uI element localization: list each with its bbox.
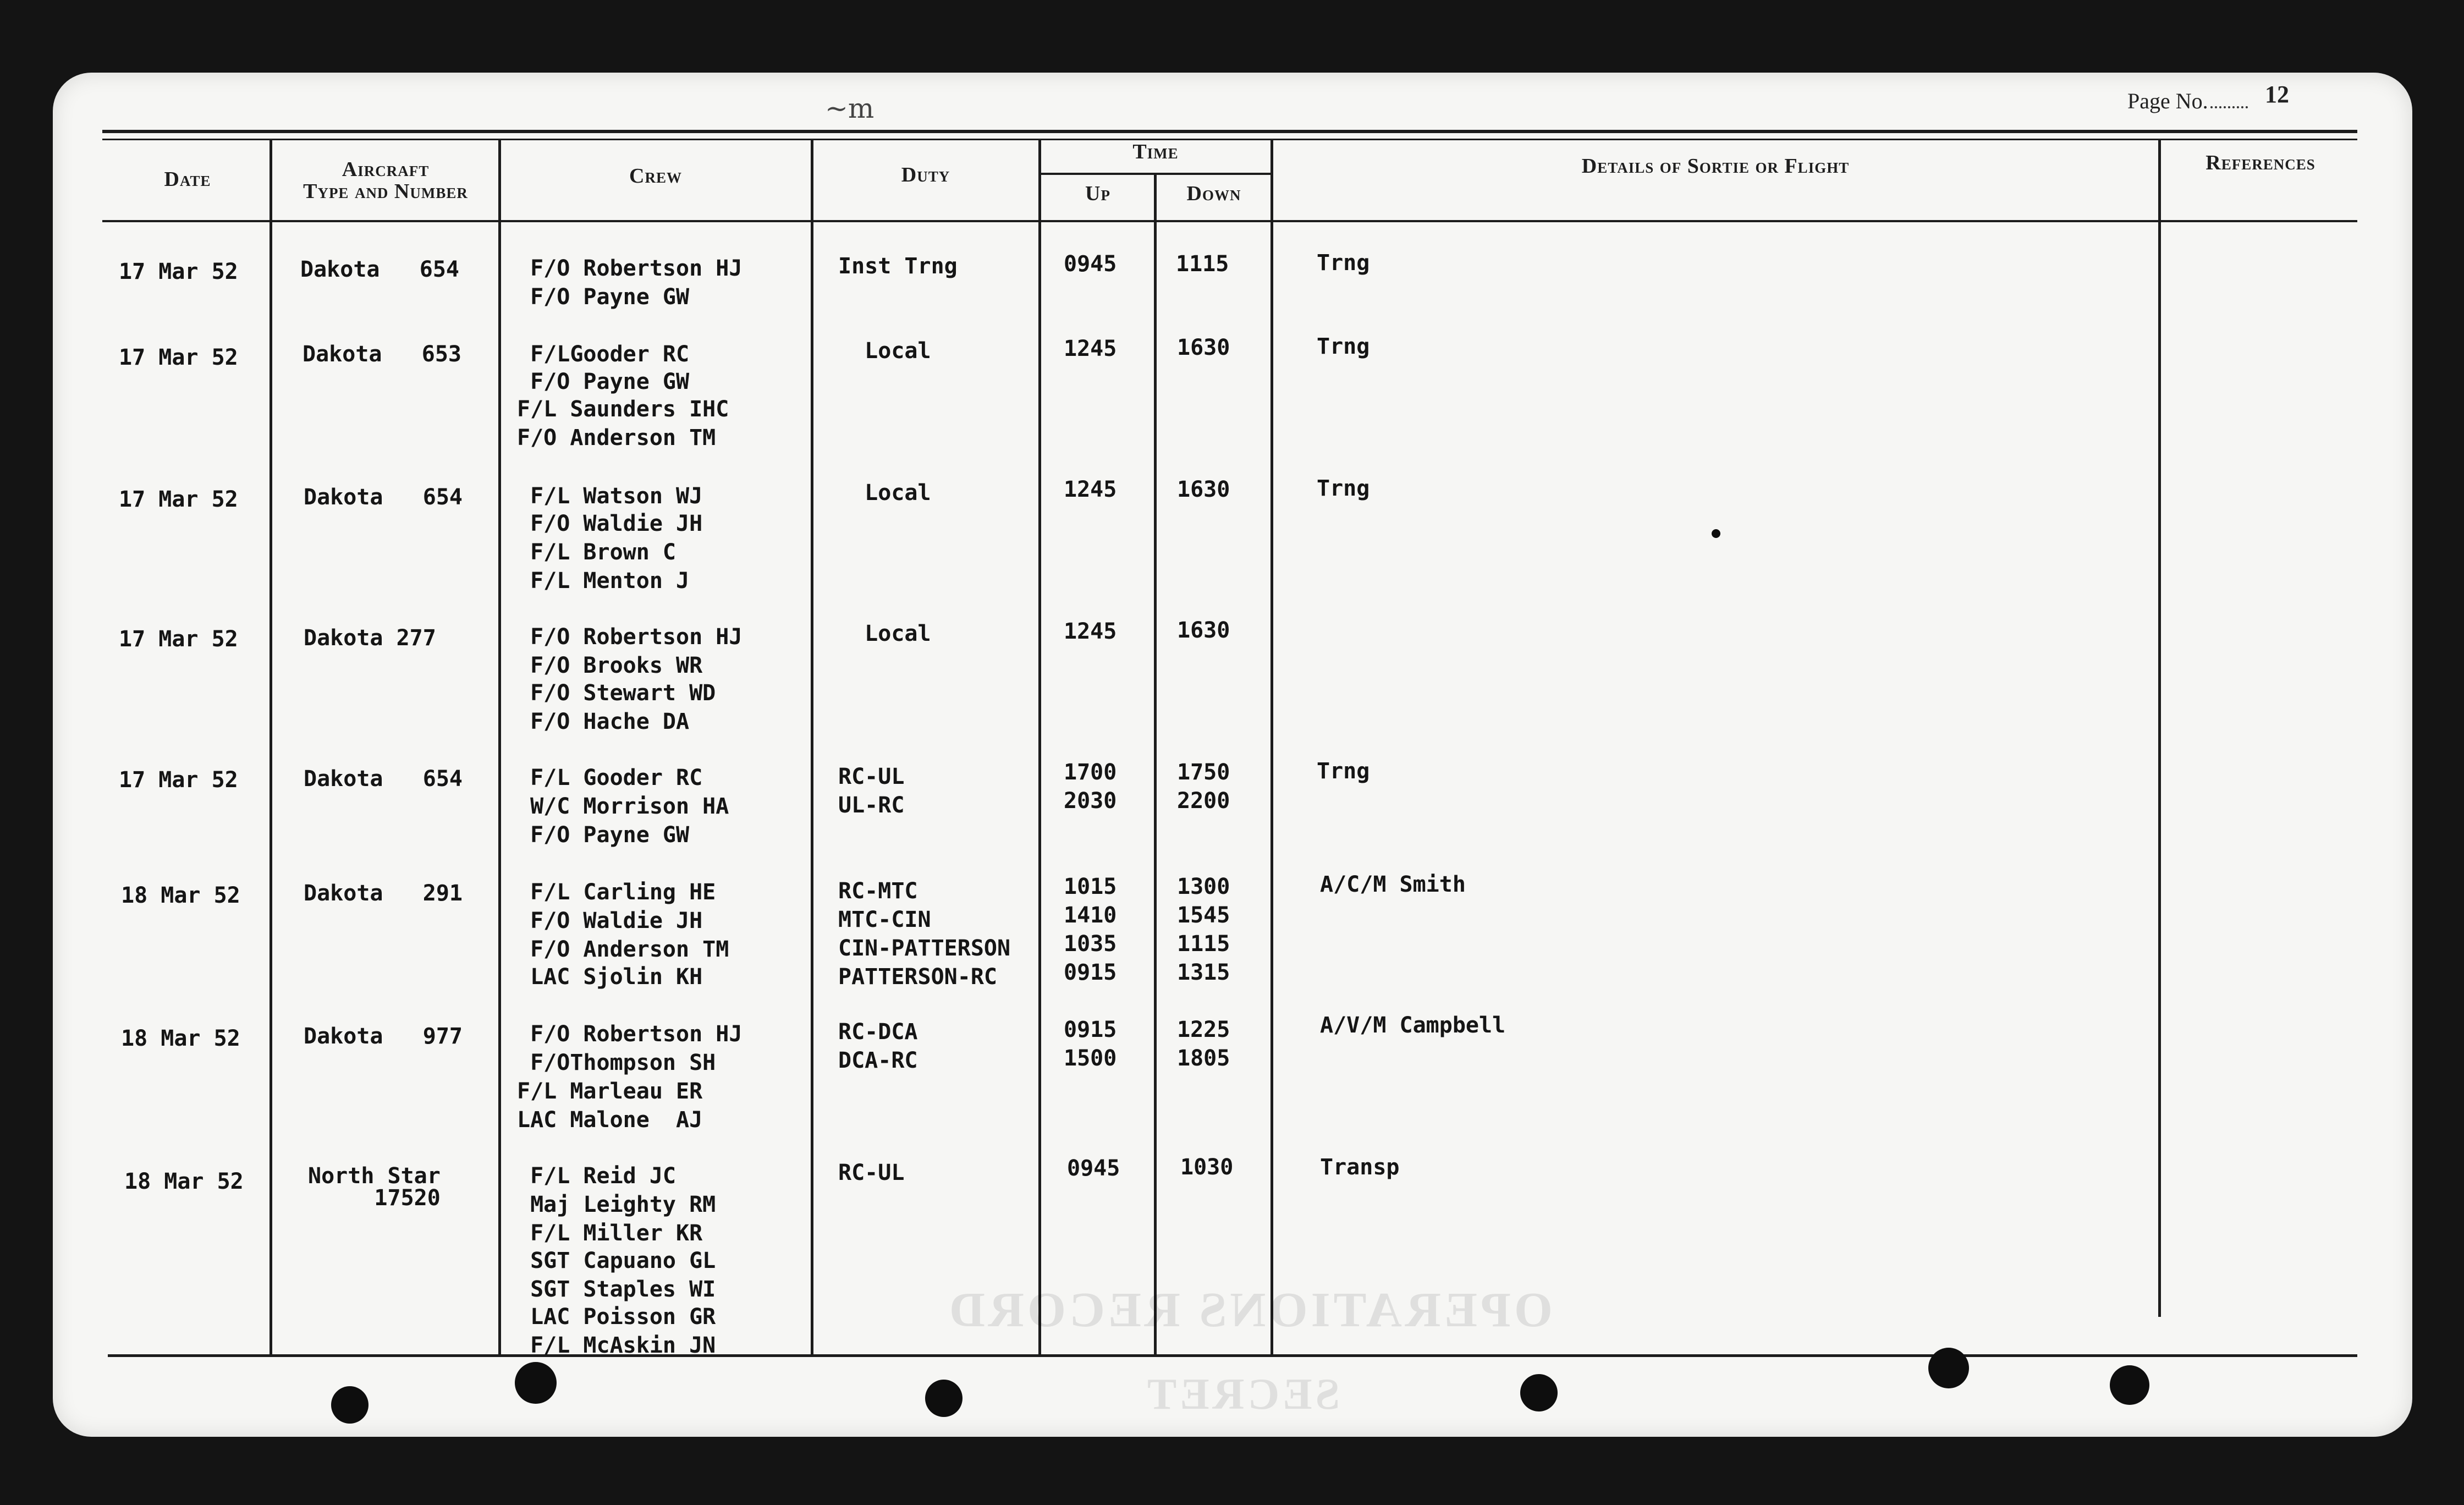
entry-aircraft: Dakota 654 xyxy=(300,257,459,282)
entry-details: A/C/M Smith xyxy=(1320,872,1466,897)
header-date: Date xyxy=(164,168,211,191)
entry-duty: RC-MTC MTC-CIN CIN-PATTERSON PATTERSON-RC xyxy=(838,878,1011,990)
entry-date: 17 Mar 52 xyxy=(119,627,238,652)
col-divider-duty xyxy=(1038,140,1041,1355)
header-duty: Duty xyxy=(901,163,950,186)
top-rule xyxy=(102,130,2357,133)
entry-time-up: 1015 1410 1035 0915 xyxy=(1064,874,1117,985)
entry-details: Trng xyxy=(1317,759,1370,784)
ink-dot xyxy=(1712,529,1720,538)
punch-hole xyxy=(925,1380,963,1417)
entry-duty: Local xyxy=(838,480,931,506)
entry-time-up: 0915 1500 xyxy=(1064,1017,1117,1071)
entry-crew-line: F/O Hache DA xyxy=(517,709,690,734)
header-down: Down xyxy=(1186,182,1241,205)
entry-aircraft: Dakota 277 xyxy=(304,625,436,651)
watermark-line1: OPERATIONS RECORD xyxy=(946,1283,1553,1337)
entry-crew-line: F/LGooder RC xyxy=(517,342,690,367)
entry-time-up: 1245 xyxy=(1064,477,1117,502)
entry-duty: Local xyxy=(838,338,931,364)
entry-date: 18 Mar 52 xyxy=(121,1026,240,1051)
header-aircraft-line1: Aircraft xyxy=(342,158,430,181)
entry-crew-line: F/L McAskin JN xyxy=(517,1333,716,1358)
entry-time-up: 0945 xyxy=(1067,1156,1120,1181)
entry-time-down: 1300 1545 1115 1315 xyxy=(1177,874,1230,985)
entry-crew-line: F/O Stewart WD xyxy=(517,680,716,706)
entry-duty: RC-UL xyxy=(838,1160,905,1185)
entry-crew-line: F/L Miller KR xyxy=(517,1221,703,1246)
entry-aircraft: North Star 17520 xyxy=(308,1163,441,1211)
header-details: Details of Sortie or Flight xyxy=(1581,155,1850,178)
entry-time-up: 0945 xyxy=(1064,251,1117,277)
entry-details: Trng xyxy=(1317,250,1370,276)
entry-aircraft: Dakota 291 xyxy=(304,881,463,906)
col-divider-down xyxy=(1270,140,1273,1355)
page-number-value: 12 xyxy=(2265,81,2289,108)
header-crew: Crew xyxy=(629,164,682,188)
col-divider-aircraft xyxy=(498,140,501,1355)
entry-crew-line: LAC Poisson GR xyxy=(517,1304,716,1330)
entry-time-down: 1030 xyxy=(1180,1155,1234,1180)
col-divider-date xyxy=(270,140,272,1355)
header-aircraft-line2: Type and Number xyxy=(303,180,468,203)
entry-time-down: 1225 1805 xyxy=(1177,1017,1230,1071)
entry-crew-line: F/L Carling HE xyxy=(517,880,716,905)
entry-time-down: 1630 xyxy=(1177,477,1230,502)
header-bottom-rule xyxy=(102,220,2357,222)
entry-time-down: 1630 xyxy=(1177,618,1230,643)
entry-aircraft: Dakota 977 xyxy=(304,1024,463,1049)
entry-time-up: 1245 xyxy=(1064,619,1117,644)
entry-crew-line: F/O Payne GW xyxy=(517,284,690,310)
entry-date: 17 Mar 52 xyxy=(119,487,238,512)
entry-crew-line: F/O Payne GW xyxy=(517,369,690,394)
entry-crew-line: W/C Morrison HA xyxy=(517,794,729,819)
entry-details: Trng xyxy=(1317,334,1370,359)
top-rule-thin xyxy=(102,139,2357,140)
entry-time-up: 1245 xyxy=(1064,336,1117,361)
header-time: Time xyxy=(1132,140,1179,163)
entry-crew-line: F/O Waldie JH xyxy=(517,908,703,933)
page-number-label: Page No. xyxy=(2127,89,2208,113)
entry-duty: Inst Trng xyxy=(838,254,958,279)
entry-details: Trng xyxy=(1317,476,1370,501)
entry-crew-line: F/L Menton J xyxy=(517,568,690,594)
entry-date: 18 Mar 52 xyxy=(124,1169,244,1194)
entry-aircraft: Dakota 654 xyxy=(304,485,463,510)
entry-crew-line: F/L Marleau ER xyxy=(517,1079,703,1104)
entry-crew-line: F/O Robertson HJ xyxy=(517,624,743,650)
entry-crew-line: LAC Sjolin KH xyxy=(517,964,703,990)
entry-date: 17 Mar 52 xyxy=(119,259,238,284)
header-references: References xyxy=(2206,151,2316,174)
col-divider-crew xyxy=(811,140,813,1355)
header-up: Up xyxy=(1085,182,1110,205)
col-divider-up xyxy=(1154,174,1157,1355)
entry-date: 17 Mar 52 xyxy=(119,767,238,793)
punch-hole xyxy=(2110,1365,2149,1405)
entry-duty: RC-DCA DCA-RC xyxy=(838,1019,918,1073)
page-number xyxy=(2127,81,2289,114)
watermark-line2: SECRET xyxy=(1144,1370,1340,1419)
entry-duty: Local xyxy=(838,621,931,646)
entry-date: 18 Mar 52 xyxy=(121,883,240,908)
entry-crew-line: F/L Brown C xyxy=(517,540,676,565)
entry-time-down: 1115 xyxy=(1176,251,1229,277)
entry-crew-line: Maj Leighty RM xyxy=(517,1192,716,1217)
entry-date: 17 Mar 52 xyxy=(119,345,238,370)
punch-hole xyxy=(331,1386,369,1424)
page-number-dots xyxy=(2210,106,2248,108)
col-divider-details xyxy=(2158,140,2161,1317)
entry-duty: RC-UL UL-RC xyxy=(838,764,905,818)
entry-time-down: 1750 2200 xyxy=(1177,760,1230,814)
entry-aircraft: Dakota 654 xyxy=(304,766,463,792)
entry-crew-line: SGT Staples WI xyxy=(517,1277,716,1302)
entry-crew-line: F/L Gooder RC xyxy=(517,765,703,790)
entry-crew-line: F/O Payne GW xyxy=(517,822,690,848)
entry-crew-line: F/L Watson WJ xyxy=(517,484,703,509)
punch-hole xyxy=(1928,1348,1969,1388)
entry-aircraft: Dakota 653 xyxy=(302,342,461,367)
entry-crew-line: F/L Reid JC xyxy=(517,1163,676,1189)
entry-crew-line: F/O Anderson TM xyxy=(517,937,729,962)
bottom-rule xyxy=(108,1354,2357,1357)
entry-crew-line: F/O Robertson HJ xyxy=(517,1021,743,1047)
entry-crew-line: F/O Brooks WR xyxy=(517,653,703,678)
handwritten-mark: ~m xyxy=(825,92,875,124)
entry-time-up: 1700 2030 xyxy=(1064,760,1117,814)
entry-details: A/V/M Campbell xyxy=(1320,1013,1506,1038)
entry-crew-line: F/O Waldie JH xyxy=(517,511,703,536)
punch-hole xyxy=(1520,1374,1558,1411)
entry-crew-line: F/O Robertson HJ xyxy=(517,256,743,281)
entry-time-down: 1630 xyxy=(1177,335,1230,360)
entry-crew-line: F/O Anderson TM xyxy=(517,425,716,451)
entry-crew-line: F/L Saunders IHC xyxy=(517,397,729,422)
entry-details: Transp xyxy=(1320,1155,1400,1180)
punch-hole xyxy=(515,1362,557,1404)
entry-crew-line: F/OThompson SH xyxy=(517,1050,716,1075)
entry-crew-line: SGT Capuano GL xyxy=(517,1248,716,1273)
entry-crew-line: LAC Malone AJ xyxy=(517,1107,703,1133)
